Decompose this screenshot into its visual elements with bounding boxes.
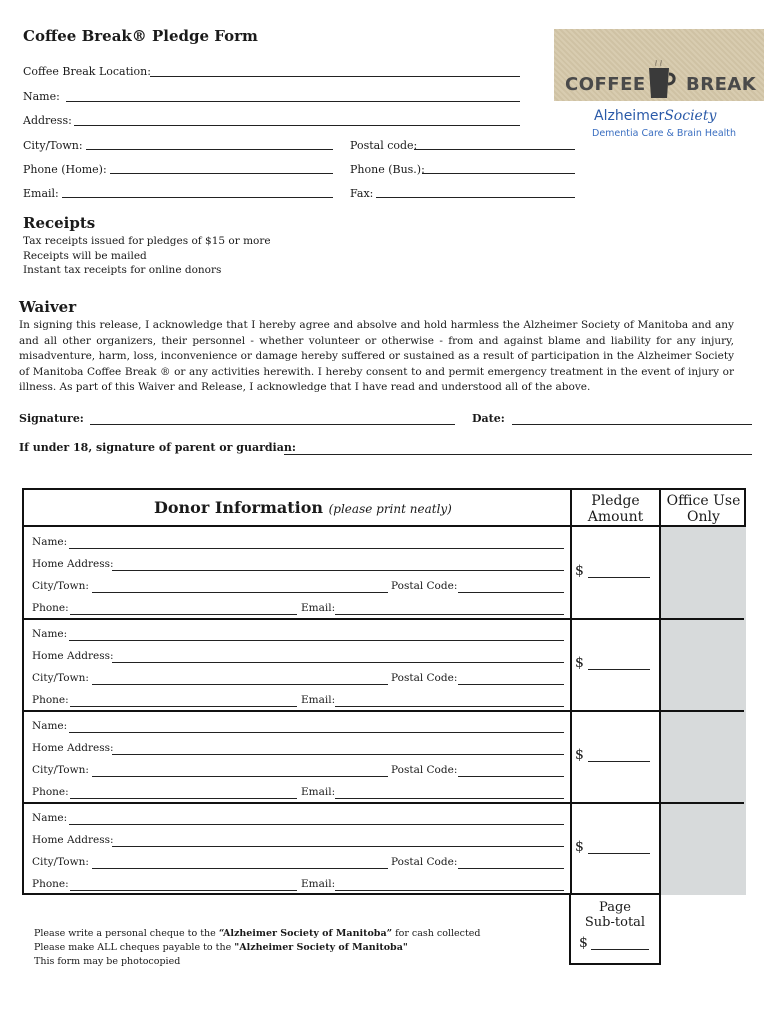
page-title: Coffee Break® Pledge Form [23,27,258,45]
donor-phone-label: Phone: [32,786,69,798]
row-divider [24,802,744,804]
donor-phone-label: Phone: [32,694,69,706]
donor-email-field[interactable] [335,614,564,615]
waiver-text: In signing this release, I acknowledge that I hereby agree and absolve and hold harmless the Alzheimer Society of Manitoba and any and all other organizers, their personnel - whether volunteer or otherwise - from and against blame and liability for any injury, misadventure, harm, loss, inconvenience or damage hereby suffered or sustained as a result of participation in the Alzheimer Society of Manitoba Coffee Break ® or any activities herewith. I hereby consent to and permit emergency treatment in the event of injury or illness. As part of this Waiver and Release, I acknowledge that I have read and understood all of the above. [19,319,734,393]
name-label: Name: [23,90,60,103]
donor-address-field[interactable] [112,570,564,571]
footer-text: Please make ALL cheques payable to the [34,942,235,953]
donor-name-label: Name: [32,720,68,732]
donor-city-field[interactable] [92,592,388,593]
donor-email-label: Email: [301,694,336,706]
donor-name-field[interactable] [69,732,564,733]
donor-email-field[interactable] [335,798,564,799]
donor-city-label: City/Town: [32,672,89,684]
logo-coffee-text: COFFEE [565,74,646,95]
signature-label: Signature: [19,412,84,425]
donor-address-field[interactable] [112,846,564,847]
email-field[interactable] [62,197,333,198]
footer-line-3: This form may be photocopied [34,956,181,967]
subtotal-currency: $ [579,935,588,951]
footer-payee: “Alzheimer Society of Manitoba” [218,928,393,939]
donor-postal-label: Postal Code: [391,856,458,868]
column-divider [570,490,572,893]
org-tagline: Dementia Care & Brain Health [592,128,737,139]
address-label: Address: [23,114,72,127]
donor-postal-label: Postal Code: [391,764,458,776]
donor-name-field[interactable] [69,548,564,549]
org-name-italic: Society [664,108,717,124]
phone-bus-field[interactable] [422,173,575,174]
pledge-amount-field[interactable] [588,761,650,762]
guardian-label: If under 18, signature of parent or guardian: [19,441,296,454]
location-field[interactable] [150,76,520,77]
pledge-currency: $ [575,747,584,763]
donor-info-heading [154,498,452,517]
donor-email-label: Email: [301,602,336,614]
pledge-amount-heading [572,493,659,525]
pledge-currency: $ [575,839,584,855]
pledge-heading-line2: Amount [587,509,644,525]
city-label: City/Town: [23,139,83,152]
pledge-currency: $ [575,655,584,671]
fax-field[interactable] [376,197,575,198]
donor-name-label: Name: [32,628,68,640]
coffee-cup-icon [646,60,676,100]
office-heading-line2: Only [687,509,720,525]
pledge-amount-field[interactable] [588,669,650,670]
donor-heading-text: Donor Information [154,498,324,517]
donor-city-field[interactable] [92,868,388,869]
donor-table [22,488,746,895]
guardian-signature-field[interactable] [284,454,752,455]
donor-postal-label: Postal Code: [391,672,458,684]
donor-city-label: City/Town: [32,764,89,776]
donor-phone-label: Phone: [32,878,69,890]
receipt-line: Receipts will be mailed [23,249,147,262]
donor-postal-field[interactable] [458,776,564,777]
org-name [594,108,716,124]
date-label: Date: [472,412,505,425]
column-divider [659,490,661,893]
donor-postal-field[interactable] [458,592,564,593]
subtotal-line1: Page [599,900,631,915]
phone-home-label: Phone (Home): [23,163,107,176]
logo-break-text: BREAK [686,74,757,95]
office-use-heading [661,493,746,525]
receipt-line: Tax receipts issued for pledges of $15 or more [23,235,271,247]
donor-name-field[interactable] [69,824,564,825]
city-field[interactable] [86,149,333,150]
donor-phone-field[interactable] [70,614,297,615]
page-subtotal-box [569,895,661,965]
donor-phone-field[interactable] [70,890,297,891]
postal-label: Postal code: [350,139,418,152]
donor-city-label: City/Town: [32,856,89,868]
donor-city-field[interactable] [92,684,388,685]
footer-line-1 [34,927,480,941]
donor-phone-field[interactable] [70,798,297,799]
donor-phone-field[interactable] [70,706,297,707]
donor-name-label: Name: [32,536,68,548]
address-field[interactable] [74,125,520,126]
phone-home-field[interactable] [110,173,333,174]
receipt-line: Instant tax receipts for online donors [23,264,222,276]
subtotal-line2: Sub-total [584,915,646,930]
signature-field[interactable] [90,424,455,425]
row-divider [24,618,744,620]
footer-text: Please write a personal cheque to the [34,928,219,939]
donor-postal-field[interactable] [458,684,564,685]
org-name-main: Alzheimer [594,108,665,124]
footer-line-2 [34,941,480,955]
header-divider [24,525,744,527]
donor-address-field[interactable] [112,754,564,755]
donor-address-label: Home Address: [32,742,114,754]
row-divider [24,710,744,712]
donor-email-field[interactable] [335,706,564,707]
donor-name-label: Name: [32,812,68,824]
donor-address-label: Home Address: [32,650,114,662]
donor-email-label: Email: [301,878,336,890]
email-label: Email: [23,187,59,200]
donor-heading-note: (please print neatly) [328,502,452,516]
donor-address-label: Home Address: [32,834,114,846]
donor-postal-field[interactable] [458,868,564,869]
donor-email-field[interactable] [335,890,564,891]
footer-payee: "Alzheimer Society of Manitoba" [234,942,408,953]
pledge-currency: $ [575,563,584,579]
waiver-heading: Waiver [19,298,77,316]
pledge-amount-field[interactable] [588,853,650,854]
donor-name-field[interactable] [69,640,564,641]
subtotal-field[interactable] [591,949,649,950]
date-field[interactable] [512,424,752,425]
donor-city-field[interactable] [92,776,388,777]
footer-notes [34,927,480,969]
phone-bus-label: Phone (Bus.): [350,163,425,176]
subtotal-heading [571,900,659,930]
donor-phone-label: Phone: [32,602,69,614]
pledge-heading-line1: Pledge [591,493,640,509]
location-label: Coffee Break Location: [23,65,151,78]
donor-email-label: Email: [301,786,336,798]
receipts-list [23,234,271,278]
donor-city-label: City/Town: [32,580,89,592]
office-heading-line1: Office Use [666,493,741,509]
donor-address-label: Home Address: [32,558,114,570]
name-field[interactable] [66,101,520,102]
fax-label: Fax: [350,187,374,200]
footer-text: for cash collected [392,928,481,939]
pledge-amount-field[interactable] [588,577,650,578]
postal-field[interactable] [414,149,575,150]
receipts-heading: Receipts [23,214,96,232]
donor-address-field[interactable] [112,662,564,663]
donor-postal-label: Postal Code: [391,580,458,592]
